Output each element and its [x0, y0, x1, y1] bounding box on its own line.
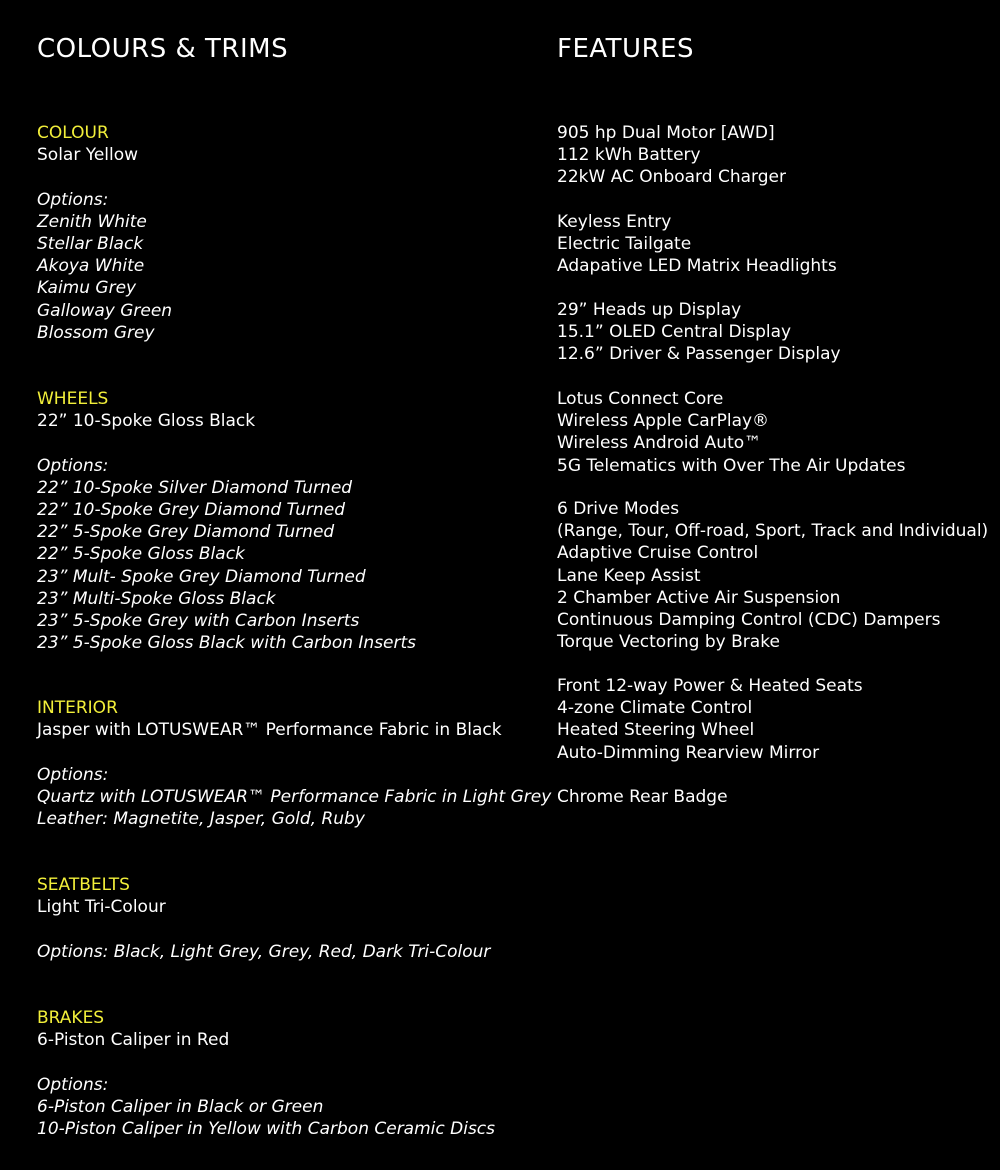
feature-item: (Range, Tour, Off-road, Sport, Track and Individual) [557, 521, 989, 542]
feature-item: 2 Chamber Active Air Suspension [557, 587, 841, 608]
feature-item: 29” Heads up Display [557, 300, 742, 320]
feature-item: Wireless Android Auto™ [557, 433, 762, 454]
selected-value: Jasper with LOTUSWEAR™ Performance Fabric in Black [37, 720, 502, 741]
selected-value: 6-Piston Caliper in Red [37, 1030, 230, 1051]
feature-item: 5G Telematics with Over The Air Updates [557, 455, 906, 476]
selected-value: Solar Yellow [37, 145, 139, 166]
feature-item: Front 12-way Power & Heated Seats [557, 676, 863, 696]
feature-item: Lotus Connect Core [557, 389, 724, 409]
options-label: Options: [37, 764, 109, 785]
feature-item: Keyless Entry [557, 212, 672, 232]
feature-item: Wireless Apple CarPlay® [557, 411, 770, 432]
feature-item: Lane Keep Assist [557, 565, 701, 586]
option-item: 23” 5-Spoke Grey with Carbon Inserts [37, 610, 360, 631]
option-item: 10-Piston Caliper in Yellow with Carbon Ceramic Discs [37, 1118, 496, 1139]
feature-group-driving [557, 498, 988, 653]
feature-item: 15.1” OLED Central Display [557, 322, 792, 343]
section-heading: WHEELS [37, 389, 109, 409]
feature-item: Adaptive Cruise Control [557, 543, 759, 564]
feature-item: 6 Drive Modes [557, 499, 680, 519]
features-title: FEATURES [557, 34, 695, 64]
feature-item: 22kW AC Onboard Charger [557, 167, 786, 188]
option-item: 22” 5-Spoke Grey Diamond Turned [37, 522, 335, 543]
feature-group-comfort [557, 675, 863, 764]
feature-item: Adapative LED Matrix Headlights [557, 256, 837, 277]
section-heading: INTERIOR [37, 698, 118, 718]
feature-item: Chrome Rear Badge [557, 787, 728, 807]
feature-group-badge [557, 786, 728, 808]
feature-item: 112 kWh Battery [557, 145, 701, 166]
section-heading: SEATBELTS [37, 875, 130, 895]
options-list [37, 764, 551, 831]
feature-group-exterior [557, 211, 837, 278]
options-list [37, 1074, 495, 1141]
options-list [37, 455, 416, 655]
option-item: 22” 10-Spoke Silver Diamond Turned [37, 477, 353, 498]
feature-item: Heated Steering Wheel [557, 720, 755, 741]
feature-item: Auto-Dimming Rearview Mirror [557, 742, 820, 763]
options-label: Options: [37, 455, 109, 476]
section-colour [37, 122, 172, 344]
option-item: Leather: Magnetite, Jasper, Gold, Ruby [37, 808, 365, 829]
feature-item: Electric Tailgate [557, 234, 692, 255]
option-item: Galloway Green [37, 300, 173, 321]
feature-group-displays [557, 299, 841, 366]
feature-item: 12.6” Driver & Passenger Display [557, 344, 841, 365]
feature-item: 4-zone Climate Control [557, 698, 753, 719]
section-interior [37, 697, 551, 830]
colours-trims-title: COLOURS & TRIMS [37, 34, 289, 64]
option-item: Zenith White [37, 211, 147, 232]
option-item: 22” 5-Spoke Gloss Black [37, 544, 245, 565]
option-item: Blossom Grey [37, 322, 155, 343]
option-item: 23” Mult- Spoke Grey Diamond Turned [37, 566, 366, 587]
option-item: 23” 5-Spoke Gloss Black with Carbon Inserts [37, 633, 417, 654]
section-brakes [37, 1007, 495, 1140]
section-seatbelts [37, 874, 490, 963]
section-heading: COLOUR [37, 123, 109, 143]
selected-value: Light Tri-Colour [37, 897, 166, 918]
feature-group-connectivity [557, 388, 905, 477]
options-inline: Options: Black, Light Grey, Grey, Red, Dark Tri-Colour [37, 941, 491, 962]
feature-item: Torque Vectoring by Brake [557, 632, 780, 653]
option-item: 23” Multi-Spoke Gloss Black [37, 588, 276, 609]
option-item: 6-Piston Caliper in Black or Green [37, 1096, 324, 1117]
section-wheels [37, 388, 416, 654]
option-item: Stellar Black [37, 233, 144, 254]
section-heading: BRAKES [37, 1008, 105, 1028]
options-list [37, 941, 490, 963]
option-item: Kaimu Grey [37, 278, 137, 299]
options-label: Options: [37, 189, 109, 210]
option-item: Quartz with LOTUSWEAR™ Performance Fabric in Light Grey [37, 786, 552, 807]
option-item: Akoya White [37, 256, 145, 277]
options-list [37, 189, 172, 344]
option-item: 22” 10-Spoke Grey Diamond Turned [37, 499, 346, 520]
feature-item: 905 hp Dual Motor [AWD] [557, 123, 775, 143]
selected-value: 22” 10-Spoke Gloss Black [37, 411, 256, 432]
feature-group-powertrain [557, 122, 786, 189]
feature-item: Continuous Damping Control (CDC) Dampers [557, 609, 941, 630]
options-label: Options: [37, 1074, 109, 1095]
